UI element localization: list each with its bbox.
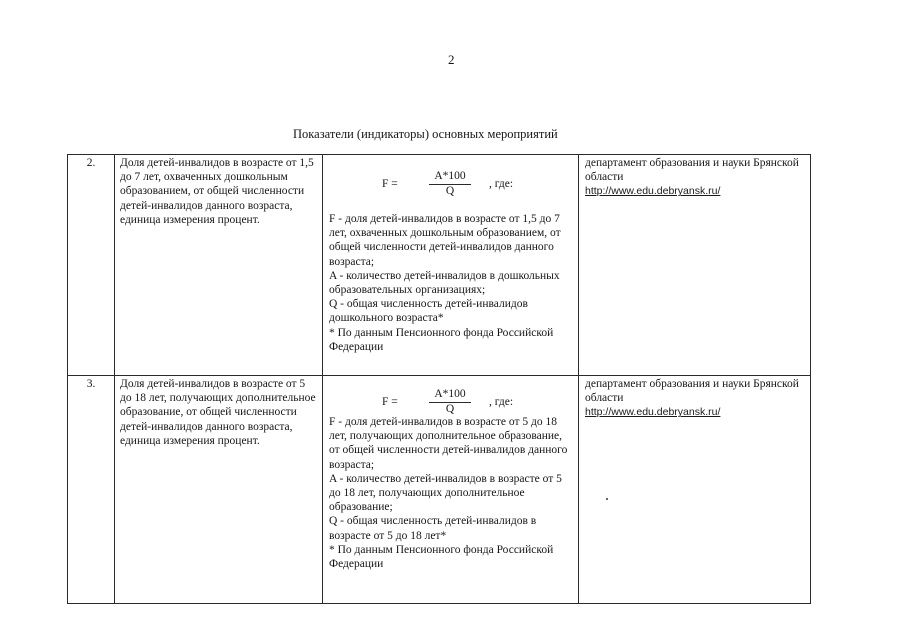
- scan-speck: [606, 498, 608, 500]
- indicator-text: Доля детей-инвалидов в возрасте от 5 до 18 лет, получающих дополнительное образование, от общей численности детей-инвалидов данного возраста, единица измерения процент.: [120, 378, 316, 447]
- formula-numerator: A*100: [429, 388, 471, 403]
- formula-denominator: Q: [445, 403, 455, 415]
- executor-cell: [578, 375, 811, 604]
- desc-line-a: A - количество детей-инвалидов в дошкольных образовательных организациях;: [329, 269, 560, 297]
- formula-cell: [322, 375, 578, 604]
- desc-line-f: F - доля детей-инвалидов в возрасте от 1,5 до 7 лет, охваченных дошкольным образованием, от общей численности детей-инвалидов данного возраста;: [329, 213, 561, 268]
- row-number: 3.: [86, 378, 96, 390]
- formula-description: [329, 415, 574, 571]
- page-number: 2: [448, 52, 455, 67]
- row-number-cell: [67, 154, 114, 375]
- formula: [329, 376, 574, 416]
- page-title: Показатели (индикаторы) основных мероприятий: [293, 127, 558, 141]
- indicator-text: Доля детей-инвалидов в возрасте от 1,5 до 7 лет, охваченных дошкольным образованием, от общей численности детей-инвалидов данного возраста, единица измерения процент.: [120, 157, 314, 226]
- formula-numerator: A*100: [429, 170, 471, 185]
- executor-text: департамент образования и науки Брянской области: [585, 378, 799, 405]
- formula-description: [329, 212, 574, 354]
- executor-link[interactable]: http://www.edu.debryansk.ru/: [585, 185, 721, 198]
- desc-line-f: F - доля детей-инвалидов в возрасте от 5 до 18 лет, получающих дополнительное образование, от общей численности детей-инвалидов данного возраста;: [329, 416, 568, 471]
- row-number-cell: [67, 375, 114, 604]
- formula-denominator: Q: [445, 185, 455, 197]
- executor-cell: [578, 154, 811, 375]
- executor-link[interactable]: http://www.edu.debryansk.ru/: [585, 406, 721, 419]
- formula-fraction: [429, 170, 471, 198]
- desc-line-q: Q - общая численность детей-инвалидов дошкольного возраста*: [329, 298, 528, 325]
- formula-fraction: [429, 388, 471, 416]
- formula-lhs: F =: [382, 396, 398, 408]
- desc-line-note: * По данным Пенсионного фонда Российской Федерации: [329, 326, 554, 353]
- indicator-cell: [114, 375, 322, 604]
- executor-text: департамент образования и науки Брянской области: [585, 157, 799, 184]
- formula-suffix: , где:: [489, 178, 514, 190]
- desc-line-q: Q - общая численность детей-инвалидов в возрасте от 5 до 18 лет*: [329, 515, 537, 542]
- row-number: 2.: [86, 157, 96, 169]
- indicator-cell: [114, 154, 322, 375]
- formula-cell: [322, 154, 578, 375]
- formula-lhs: F =: [382, 178, 398, 190]
- indicators-table: [67, 154, 811, 604]
- desc-line-note: * По данным Пенсионного фонда Российской Федерации: [329, 543, 554, 571]
- desc-line-a: A - количество детей-инвалидов в возрасте от 5 до 18 лет, получающих дополнительное образование;: [329, 472, 562, 514]
- formula: [329, 155, 574, 195]
- formula-suffix: , где:: [489, 396, 514, 408]
